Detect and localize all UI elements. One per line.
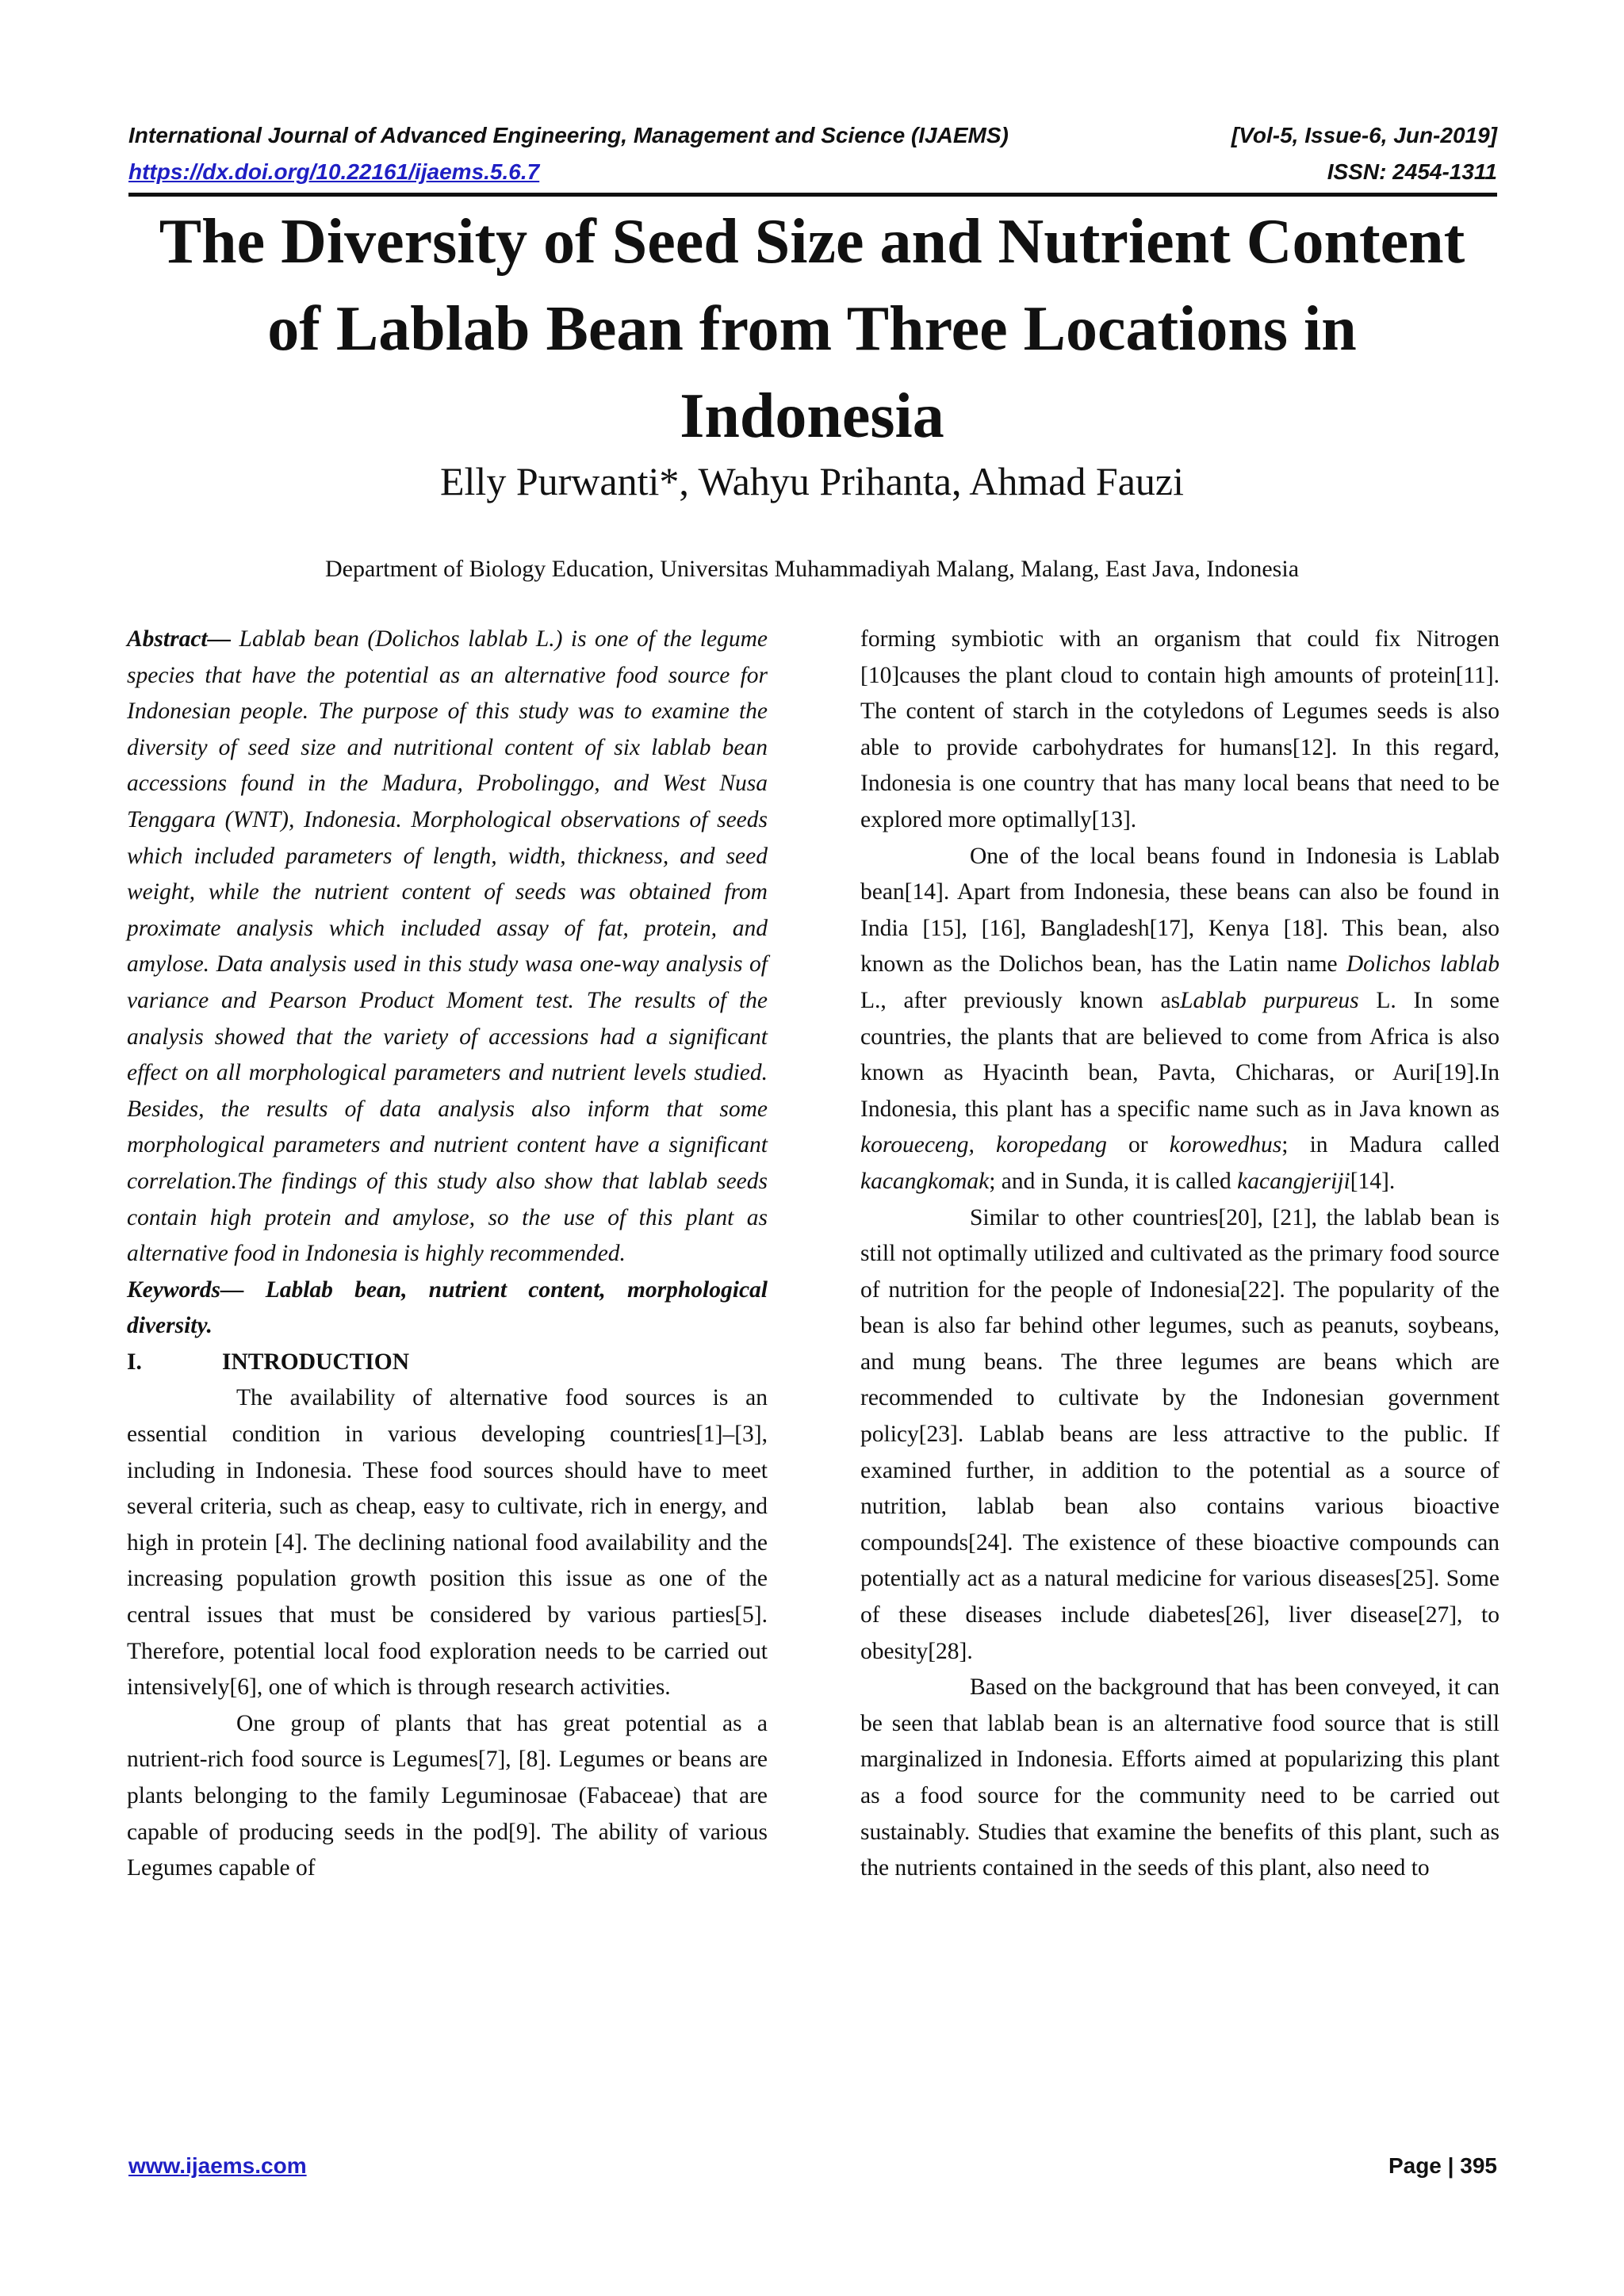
keywords: Keywords— Lablab bean, nutrient content, morphological diversity. [127, 1276, 768, 1339]
page-number: Page | 395 [1388, 2153, 1497, 2178]
intro-paragraph-5: Similar to other countries[20], [21], the lablab bean is still not optimally utilized and cultivated as the primary food source of nutrition for the people of Indonesia[22]. The popularity of the bean is also far behind other legumes, such as peanuts, soybeans, and mung beans. The three legumes are beans which are recommended to cultivate by the Indonesian government policy[23]. Lablab beans are less attractive to the public. If examined further, in addition to the potential as a source of nutrition, lablab bean also contains various bioactive compounds[24]. The existence of these bioactive compounds can potentially act as a natural medicine for various diseases[25]. Some of these diseases include diabetes[26], liver disease[27], to obesity[28]. [860, 1204, 1500, 1664]
intro-paragraph-1: The availability of alternative food sources is an essential condition in various developing countries[1]–[3], including in Indonesia. These food sources should have to meet several criteria, such as cheap, easy to cultivate, rich in energy, and high in protein [4]. The declining national food availability and the increasing population growth position this issue as one of the central issues that must be considered by various parties[5]. Therefore, potential local food exploration needs to be carried out intensively[6], one of which is through research activities. [127, 1385, 768, 1701]
title-line-3: Indonesia [680, 381, 944, 451]
intro-paragraph-6: Based on the background that has been conveyed, it can be seen that lablab bean is an alternative food source that is still marginalized in Indonesia. Efforts aimed at popularizing this plant as a food source for the community need to be carried out sustainably. Studies that examine the benefits of this plant, such as the nutrients contained in the seeds of this plant, also need to [860, 1674, 1500, 1881]
abstract [127, 622, 768, 1272]
section-heading [127, 1345, 768, 1381]
local-name: kacangjeriji [1237, 1168, 1350, 1194]
latin-name: Dolichos lablab [1346, 951, 1500, 978]
p4-text: L., after previously known as [860, 987, 1181, 1013]
p4-text: L. In some countries, the plants that are believed to come from Africa is also known as Hyacinth bean, Pavta, Chicharas, or Auri[19].In Indonesia, this plant has a specific name such as in Java known as [860, 987, 1500, 1122]
authors: Elly Purwanti*, Wahyu Prihanta, Ahmad Fauzi [440, 459, 1184, 503]
intro-paragraph-2: One group of plants that has great potential as a nutrient-rich food source is Legumes[7], [8]. Legumes or beans are plants belonging to the family Leguminosae (Fabaceae) that are capable of producing seeds in the pod[9]. The ability of various Legumes capable of [127, 1710, 768, 1881]
doi-link[interactable]: https://dx.doi.org/10.22161/ijaems.5.6.7 [128, 159, 540, 184]
intro-paragraph-4 [860, 839, 1500, 1200]
p4-text: [14]. [1350, 1168, 1396, 1194]
website-link[interactable]: www.ijaems.com [128, 2153, 307, 2178]
latin-name: Lablab purpureus [1180, 987, 1359, 1013]
issn: ISSN: 2454-1311 [1327, 159, 1497, 184]
title-line-2: of Lablab Bean from Three Locations in [267, 294, 1357, 364]
journal-name: International Journal of Advanced Engineering, Management and Science (IJAEMS) [128, 123, 1009, 147]
volume-info: [Vol-5, Issue-6, Jun-2019] [1231, 123, 1497, 147]
p4-text: ; in Madura called [1281, 1132, 1500, 1158]
intro-paragraph-3: forming symbiotic with an organism that could fix Nitrogen [10]causes the plant cloud to contain high amounts of protein[11]. The content of starch in the cotyledons of Legumes seeds is also able to provide carbohydrates for humans[12]. In this regard, Indonesia is one country that has many local beans that need to be explored more optimally[13]. [860, 626, 1500, 832]
header-rule [128, 193, 1497, 197]
local-name: kacangkomak [860, 1168, 990, 1194]
right-column [860, 622, 1500, 1887]
local-name: koroueceng, koropedang [860, 1132, 1107, 1158]
title-line-1: The Diversity of Seed Size and Nutrient Content [159, 207, 1465, 277]
affiliation: Department of Biology Education, Universitas Muhammadiyah Malang, Malang, East Java, Indonesia [324, 556, 1300, 582]
section-number: I. [127, 1349, 142, 1375]
left-column [127, 622, 768, 1887]
page-footer [128, 2153, 1497, 2179]
abstract-text: Lablab bean (Dolichos lablab L.) is one of the legume species that have the potential as an alternative food source for Indonesian people. The purpose of this study was to examine the diversity of seed size and nutritional content of six lablab bean accessions found in the Madura, Probolinggo, and West Nusa Tenggara (WNT), Indonesia. Morphological observations of seeds which included parameters of length, width, thickness, and seed weight, while the nutrient content of seeds was obtained from proximate analysis which included assay of fat, protein, and amylose. Data analysis used in this study wasa one-way analysis of variance and Pearson Product Moment test. The results of the analysis showed that the variety of accessions had a significant effect on all morphological parameters and nutrient levels studied. Besides, the results of data analysis also inform that some morphological parameters and nutrient content have a significant correlation.The findings of this study also show that lablab seeds contain high protein and amylose, so the use of this plant as alternative food in Indonesia is highly recommended. [127, 626, 768, 1267]
paper-title [119, 198, 1505, 460]
section-title: INTRODUCTION [222, 1349, 410, 1375]
p4-text: One of the local beans found in Indonesia is Lablab bean[14]. Apart from Indonesia, these beans can also be found in India [15], [16], Bangladesh[17], Kenya [18]. This bean, also known as the Dolichos bean, has the Latin name [860, 843, 1500, 978]
running-header [128, 117, 1497, 190]
local-name: korowedhus [1169, 1132, 1282, 1158]
abstract-label: Abstract— [127, 626, 232, 652]
p4-text: or [1106, 1132, 1170, 1158]
p4-text: ; and in Sunda, it is called [989, 1168, 1238, 1194]
